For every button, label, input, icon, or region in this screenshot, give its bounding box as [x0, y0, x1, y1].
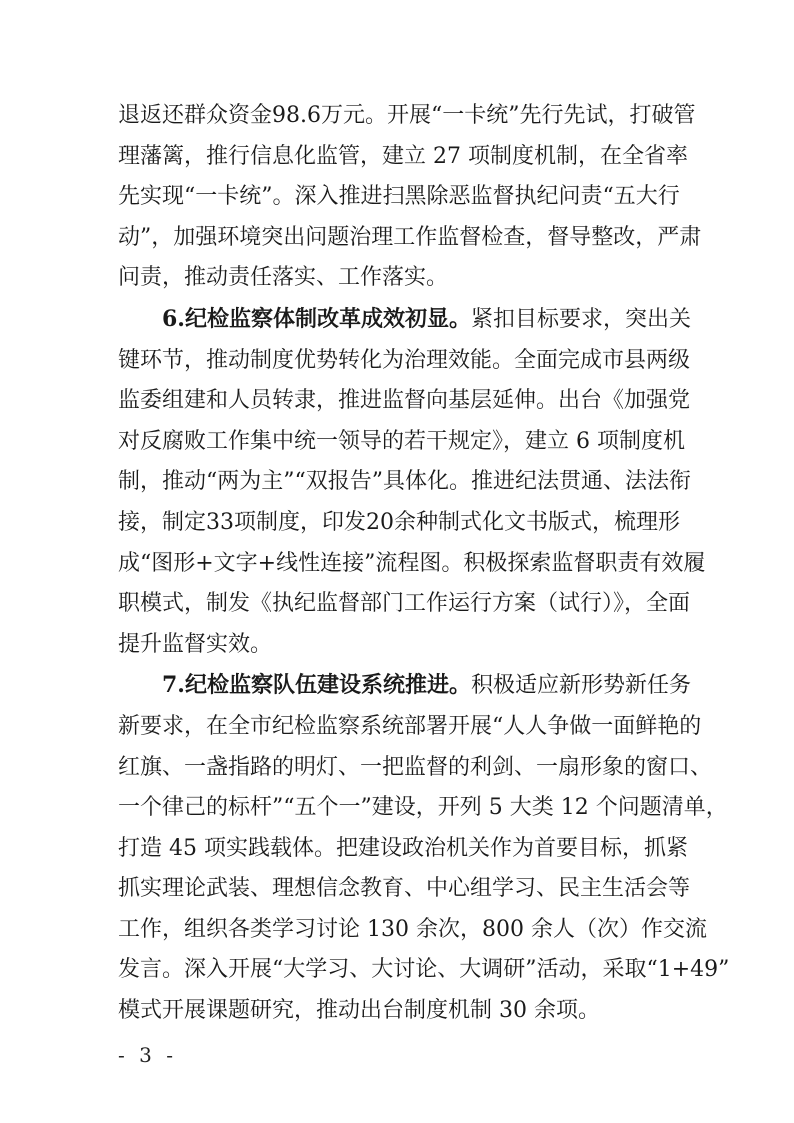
text-fragment: 积极适应新形势新任务	[470, 673, 691, 699]
text-line	[118, 665, 691, 707]
paragraph-system-reform	[118, 299, 706, 665]
text-line: 职模式，制发《执纪监督部门工作运行方案（试行）》，全面	[118, 591, 691, 617]
text-line: 理藩篱，推行信息化监管，建立 27 项制度机制，在全省率	[118, 143, 688, 169]
text-line	[118, 299, 691, 341]
text-line: 退返还群众资金98.6万元。开展“一卡统”先行先试，打破管	[118, 103, 696, 128]
paragraph-team-building	[118, 665, 730, 1031]
text-line: 监委组建和人员转隶，推进监督向基层延伸。出台《加强党	[118, 388, 691, 414]
text-line: 成“图形+文字+线性连接”流程图。积极探索监督职责有效履	[118, 550, 706, 576]
text-line: 制，推动“两为主”“双报告”具体化。推进纪法贯通、法法衔	[118, 469, 691, 495]
paragraph-supervision-results	[118, 96, 702, 299]
text-line: 对反腐败工作集中统一领导的若干规定》，建立 6 项制度机	[118, 428, 685, 454]
text-line: 键环节，推动制度优势转化为治理效能。全面完成市县两级	[118, 347, 691, 373]
page-number: - 3 -	[118, 1043, 177, 1067]
text-line: 发言。深入开展“大学习、大讨论、大调研”活动，采取“1+49”	[118, 957, 730, 983]
text-line: 抓实理论武装、理想信念教育、中心组学习、民主生活会等	[118, 876, 691, 902]
text-line: 提升监督实效。	[118, 631, 273, 657]
text-line: 动”，加强环境突出问题治理工作监督检查，督导整改，严肃	[118, 224, 702, 250]
section-heading: 7.纪检监察队伍建设系统推进。	[162, 672, 471, 699]
body-text	[118, 96, 730, 1032]
text-line: 问责，推动责任落实、工作落实。	[118, 265, 449, 291]
text-line: 新要求，在全市纪检监察系统部署开展“人人争做一面鲜艳的	[118, 713, 702, 739]
section-heading: 6.纪检监察体制改革成效初显。	[162, 305, 471, 332]
text-line: 打造 45 项实践载体。把建设政治机关作为首要目标，抓紧	[118, 835, 688, 861]
text-line: 先实现“一卡统”。深入推进扫黑除恶监督执纪问责“五大行	[118, 184, 680, 210]
text-line: 工作，组织各类学习讨论 130 余次，800 余人（次）作交流	[118, 916, 707, 942]
text-line: 接，制定33项制度，印发20余种制式化文书版式，梳理形	[118, 509, 680, 535]
text-line: 红旗、一盏指路的明灯、一把监督的利剑、一扇形象的窗口、	[118, 754, 713, 780]
text-line: 一个律己的标杆”“五个一”建设，开列 5 大类 12 个问题清单，	[118, 795, 728, 821]
text-line: 模式开展课题研究，推动出台制度机制 30 余项。	[118, 998, 600, 1024]
text-fragment: 紧扣目标要求，突出关	[470, 306, 691, 332]
